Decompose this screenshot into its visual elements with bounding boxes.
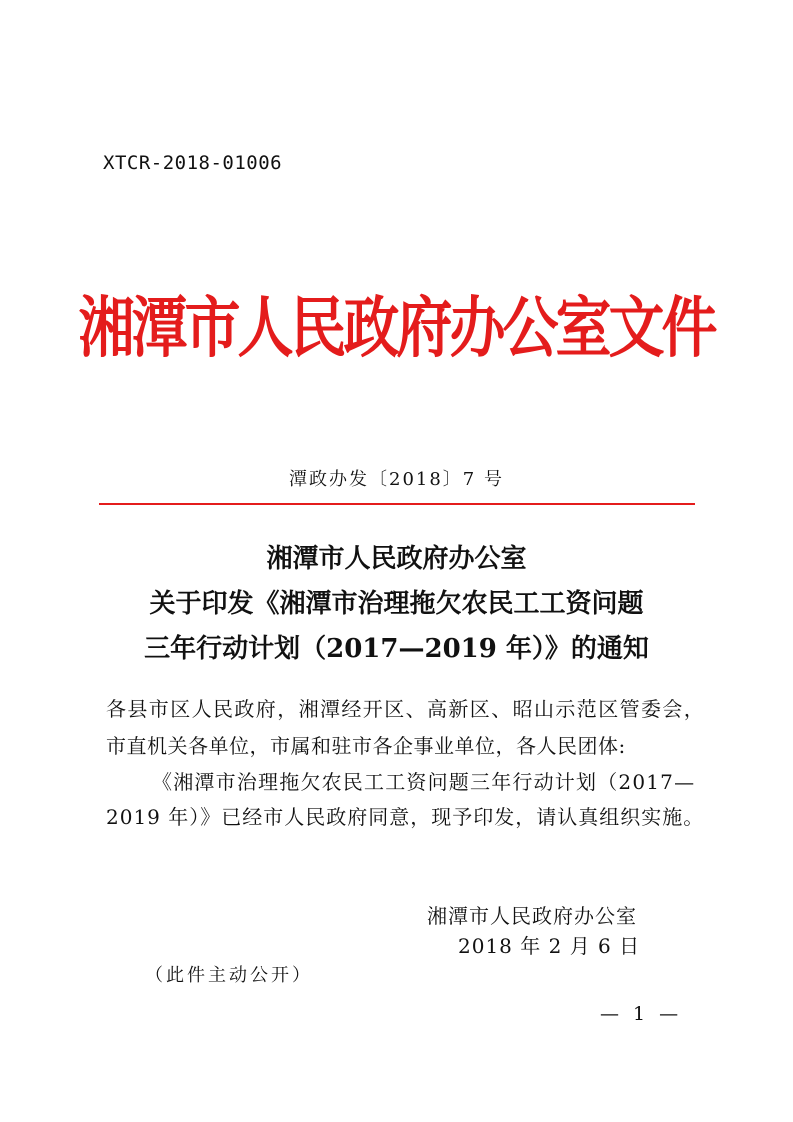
recipients-line-2: 市直机关各单位，市属和驻市各企事业单位，各人民团体: [106, 734, 626, 758]
public-disclosure-note: （此件主动公开） [145, 965, 313, 986]
masthead-title: 湘潭市人民政府办公室文件 [78, 288, 715, 367]
body-paragraph-line-1: 《湘潭市治理拖欠农民工工资问题三年行动计划（2017— [152, 770, 696, 794]
document-number: 潭政办发〔2018〕7 号 [289, 469, 504, 490]
body-paragraph-line-2: 2019 年）》已经市人民政府同意，现予印发，请认真组织实施。 [106, 805, 705, 829]
page-number: — 1 — [600, 1003, 683, 1025]
notice-title-line-3: 三年行动计划（2017—2019 年）》的通知 [144, 634, 649, 664]
recipients-line-1: 各县市区人民政府，湘潭经开区、高新区、昭山示范区管委会， [106, 697, 706, 721]
document-code: XTCR-2018-01006 [103, 152, 283, 174]
signature-date: 2018 年 2 月 6 日 [458, 934, 641, 958]
notice-title-line-2: 关于印发《湘潭市治理拖欠农民工工资问题 [149, 589, 644, 619]
signature-organization: 湘潭市人民政府办公室 [427, 904, 637, 928]
red-divider [99, 503, 695, 505]
notice-title-line-1: 湘潭市人民政府办公室 [266, 544, 527, 574]
